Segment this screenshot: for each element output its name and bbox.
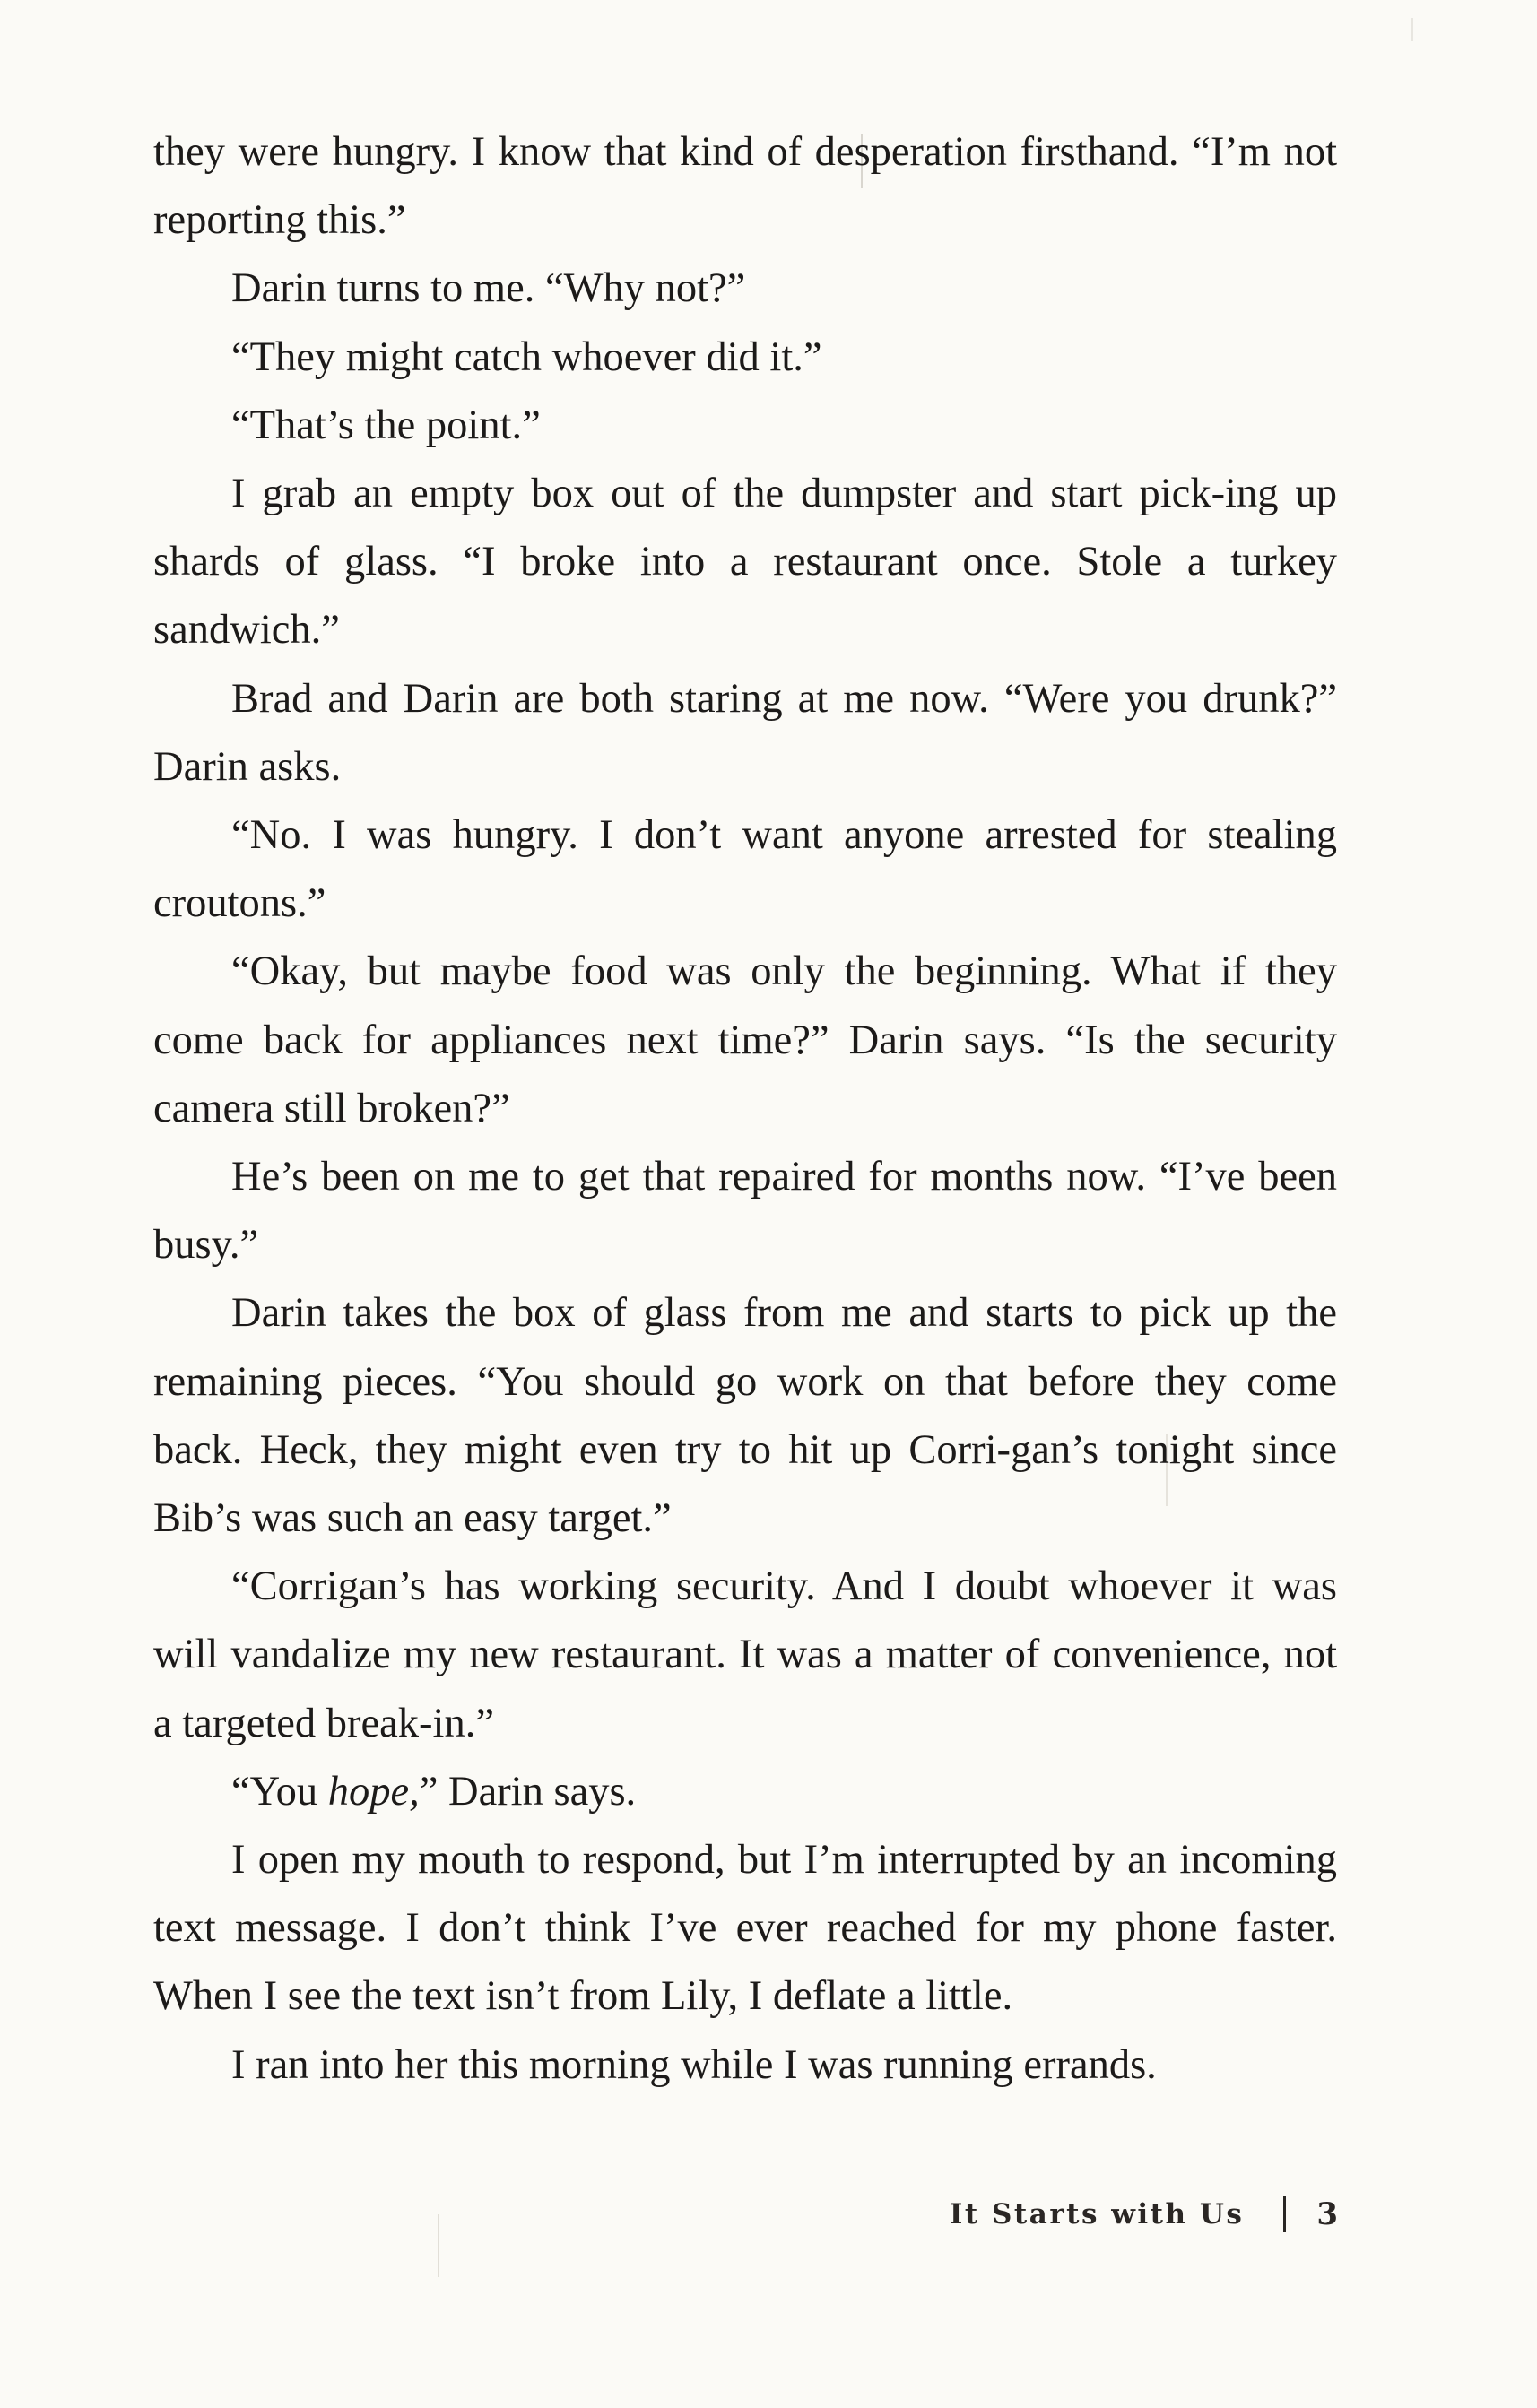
body-paragraph [153, 1758, 1337, 1826]
body-paragraph [153, 324, 1337, 392]
footer-divider [1283, 2196, 1286, 2232]
paragraph-text: I ran into her this morning while I was running errands. [231, 2041, 1157, 2088]
paragraph-text: “You [231, 1768, 328, 1815]
body-paragraph [153, 801, 1337, 938]
body-paragraph [153, 1826, 1337, 2031]
scan-mark [1411, 18, 1413, 41]
page-number: 3 [1316, 2196, 1338, 2232]
body-paragraph [153, 938, 1337, 1143]
italic-text: hope, [327, 1768, 420, 1815]
paragraph-text: “Okay, but maybe food was only the beginning. What if they come back for appliances next time?” Darin says. “Is the security camera still broken?” [153, 948, 1337, 1131]
body-paragraph [153, 2031, 1337, 2100]
paragraph-text: Brad and Darin are both staring at me now. “Were you drunk?” Darin asks. [153, 675, 1337, 790]
paragraph-text: they were hungry. I know that kind of desperation firsthand. “I’m not reporting this.” [153, 129, 1337, 244]
paragraph-text: “Corrigan’s has working security. And I doubt whoever it was will vandalize my new restaurant. It was a matter of convenience, not a targeted break-in.” [153, 1563, 1337, 1746]
body-paragraph [153, 665, 1337, 801]
paragraph-text: I grab an empty box out of the dumpster and start pick-ing up shards of glass. “I broke into a restaurant once. Stole a turkey sandwich.” [153, 471, 1337, 654]
paragraph-text: Darin turns to me. “Why not?” [231, 265, 746, 312]
scan-mark [438, 2214, 439, 2277]
footer-book-title: It Starts with Us [949, 2198, 1245, 2230]
body-paragraph [153, 1143, 1337, 1279]
body-paragraph [153, 460, 1337, 665]
paragraph-text: “That’s the point.” [231, 402, 541, 448]
paragraph-text: “No. I was hungry. I don’t want anyone arrested for stealing croutons.” [153, 812, 1337, 927]
paragraph-text: I open my mouth to respond, but I’m interrupted by an incoming text message. I don’t think I’ve ever reached for my phone faster. When I see the text isn’t from Lily, I deflate a little. [153, 1837, 1337, 2020]
body-paragraph [153, 392, 1337, 460]
paragraph-text: “They might catch whoever did it.” [231, 333, 822, 380]
body-paragraph [153, 1553, 1337, 1758]
body-paragraph [153, 1279, 1337, 1553]
paragraph-text: ” Darin says. [419, 1768, 637, 1815]
paragraph-text: He’s been on me to get that repaired for months now. “I’ve been busy.” [153, 1154, 1337, 1269]
body-paragraph [153, 118, 1337, 255]
body-paragraph [153, 255, 1337, 323]
paragraph-text: Darin takes the box of glass from me and starts to pick up the remaining pieces. “You should go work on that before they come back. Heck, they might even try to hit up Corri-gan’s tonight since Bib’s was such an easy target.” [153, 1290, 1337, 1542]
running-footer [950, 2196, 1338, 2232]
page-body-text [153, 118, 1337, 2100]
